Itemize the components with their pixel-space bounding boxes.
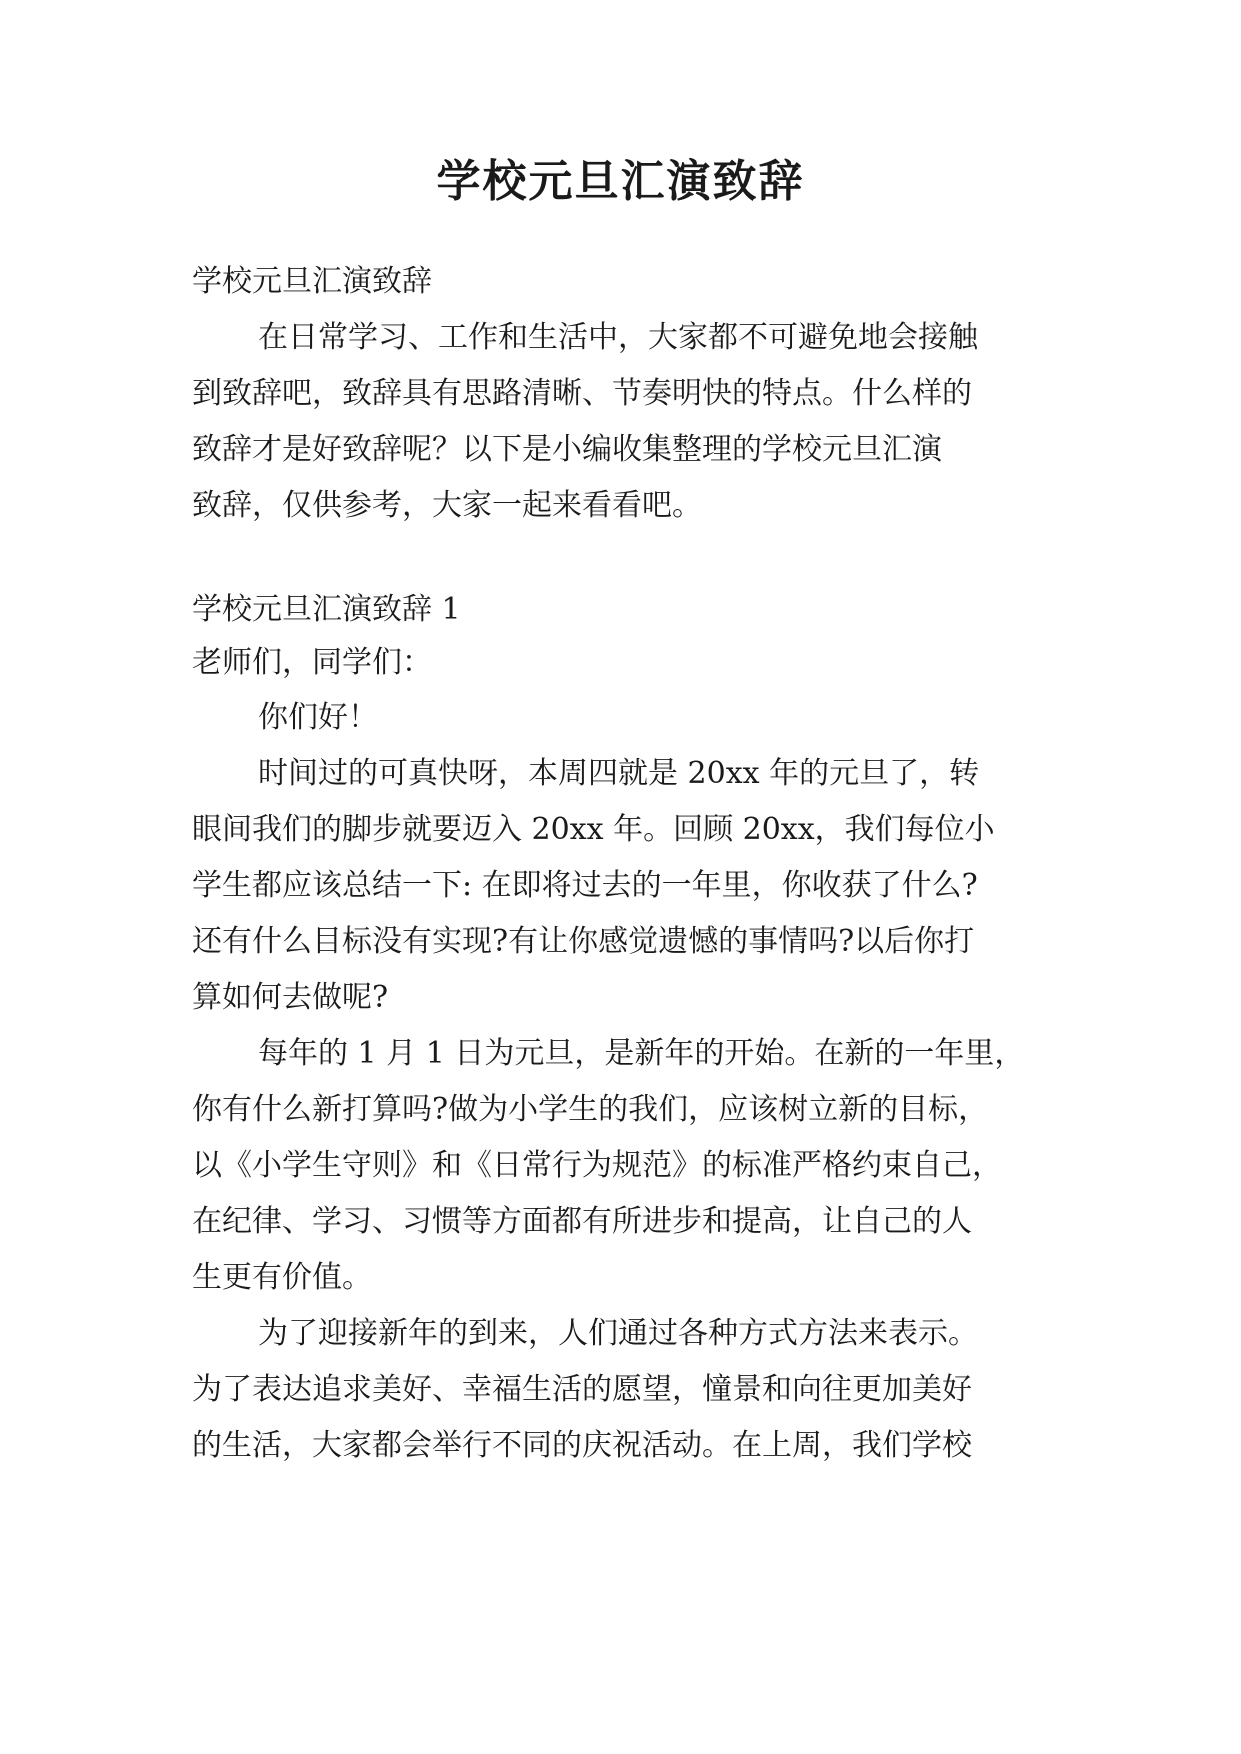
document-subtitle: 学校元旦汇演致辞: [192, 264, 432, 299]
paragraph-line: 生更有价值。: [192, 1260, 372, 1295]
paragraph-line: 为了表达追求美好、幸福生活的愿望，憧景和向往更加美好: [192, 1372, 972, 1407]
intro-line: 在日常学习、工作和生活中，大家都不可避免地会接触: [258, 320, 978, 355]
section-heading: 学校元旦汇演致辞 1: [192, 592, 461, 627]
paragraph-line: 时间过的可真快呀，本周四就是 20xx 年的元旦了，转: [258, 756, 980, 791]
intro-line: 到致辞吧，致辞具有思路清晰、节奏明快的特点。什么样的: [192, 376, 972, 411]
paragraph-line: 为了迎接新年的到来，人们通过各种方式方法来表示。: [258, 1316, 978, 1351]
paragraph-line: 你有什么新打算吗?做为小学生的我们，应该树立新的目标，: [192, 1092, 989, 1127]
paragraph-line: 的生活，大家都会举行不同的庆祝活动。在上周，我们学校: [192, 1428, 972, 1463]
intro-line: 致辞才是好致辞呢？以下是小编收集整理的学校元旦汇演: [192, 432, 942, 467]
paragraph-line: 在纪律、学习、习惯等方面都有所进步和提高，让自己的人: [192, 1204, 972, 1239]
paragraph-line: 每年的 1 月 1 日为元旦，是新年的开始。在新的一年里，: [258, 1036, 1025, 1071]
paragraph-line: 眼间我们的脚步就要迈入 20xx 年。回顾 20xx，我们每位小: [192, 812, 995, 847]
greeting: 你们好！: [258, 700, 378, 735]
paragraph-line: 以《小学生守则》和《日常行为规范》的标准严格约束自己，: [192, 1148, 1002, 1183]
salutation: 老师们，同学们：: [192, 645, 432, 680]
intro-line: 致辞，仅供参考，大家一起来看看吧。: [192, 488, 702, 523]
paragraph-line: 还有什么目标没有实现?有让你感觉遗憾的事情吗?以后你打: [192, 924, 975, 959]
document-title: 学校元旦汇演致辞: [436, 156, 805, 207]
paragraph-line: 学生都应该总结一下: 在即将过去的一年里，你收获了什么?: [192, 868, 978, 903]
paragraph-line: 算如何去做呢?: [192, 980, 389, 1015]
